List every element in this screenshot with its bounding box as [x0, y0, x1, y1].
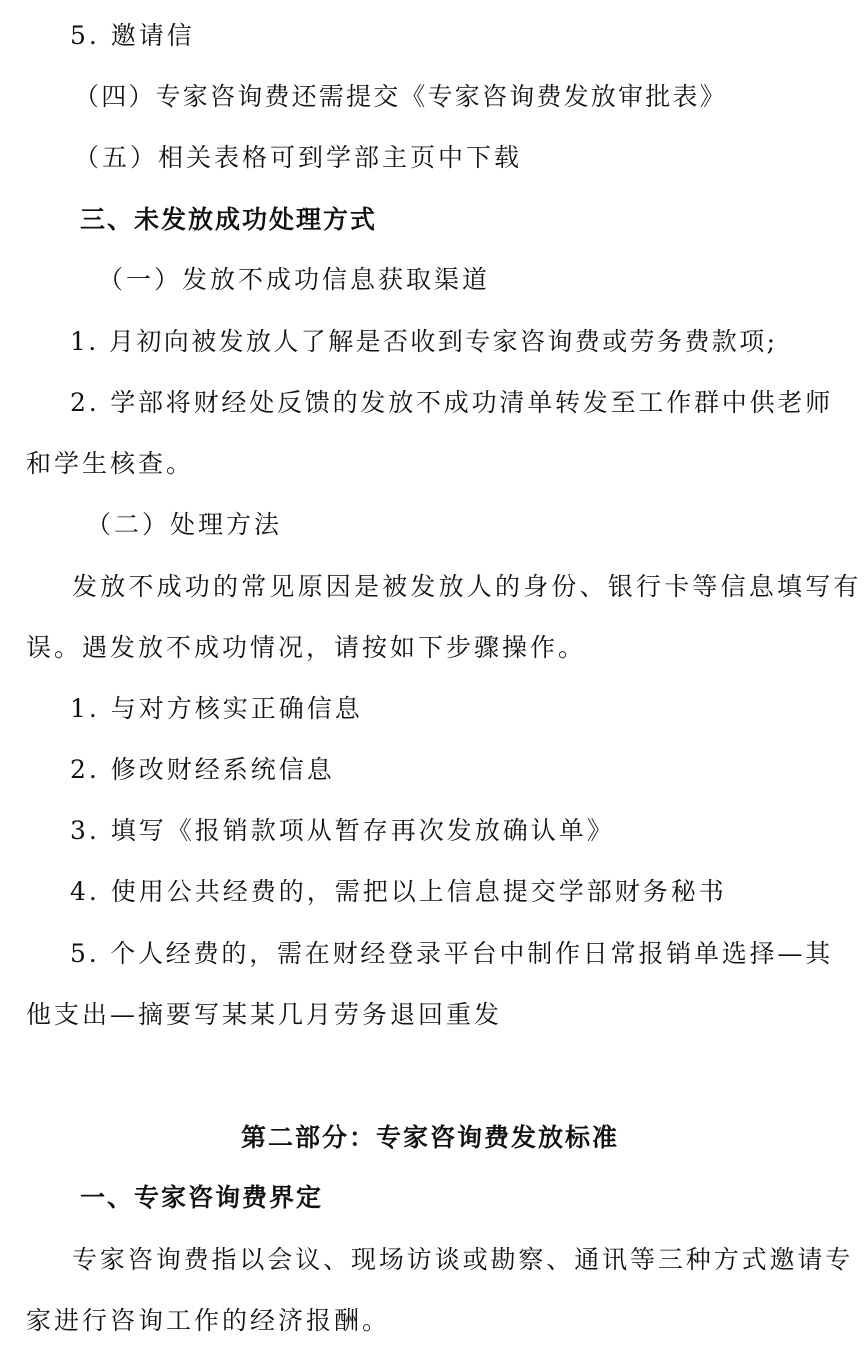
list-item-5-continuation: 他支出—摘要写某某几月劳务退回重发 [26, 1000, 503, 1029]
paragraph-approval-form: （四）专家咨询费还需提交《专家咨询费发放审批表》 [74, 82, 727, 111]
list-item-1-verify-info: 1. 与对方核实正确信息 [70, 694, 363, 723]
paragraph-definition: 专家咨询费指以会议、现场访谈或勘察、通讯等三种方式邀请专 [72, 1245, 854, 1274]
list-item-2-continuation: 和学生核查。 [26, 449, 195, 478]
paragraph-definition-continuation: 家进行咨询工作的经济报酬。 [26, 1306, 391, 1335]
part-two-title: 第二部分：专家咨询费发放标准 [241, 1123, 620, 1152]
subheading-handling-method: （二）处理方法 [86, 510, 283, 539]
list-item-2-forward-list: 2. 学部将财经处反馈的发放不成功清单转发至工作群中供老师 [70, 388, 834, 417]
subheading-info-channels: （一）发放不成功信息获取渠道 [98, 265, 491, 294]
paragraph-common-causes: 发放不成功的常见原因是被发放人的身份、银行卡等信息填写有 [72, 572, 862, 601]
list-item-3-fill-form: 3. 填写《报销款项从暂存再次发放确认单》 [70, 816, 615, 845]
paragraph-common-causes-continuation: 误。遇发放不成功情况，请按如下步骤操作。 [26, 633, 587, 662]
list-item-2-modify-system: 2. 修改财经系统信息 [70, 755, 335, 784]
list-item-4-public-funds: 4. 使用公共经费的，需把以上信息提交学部财务秘书 [70, 877, 727, 906]
section-heading-unsuccessful-payment: 三、未发放成功处理方式 [80, 205, 378, 234]
list-item-invitation-letter: 5. 邀请信 [70, 21, 195, 50]
list-item-5-personal-funds: 5. 个人经费的，需在财经登录平台中制作日常报销单选择—其 [70, 939, 834, 968]
list-item-1-check-receipt: 1. 月初向被发放人了解是否收到专家咨询费或劳务费款项; [70, 327, 778, 356]
paragraph-download-forms: （五）相关表格可到学部主页中下载 [74, 143, 523, 172]
section-heading-definition: 一、专家咨询费界定 [80, 1183, 324, 1212]
